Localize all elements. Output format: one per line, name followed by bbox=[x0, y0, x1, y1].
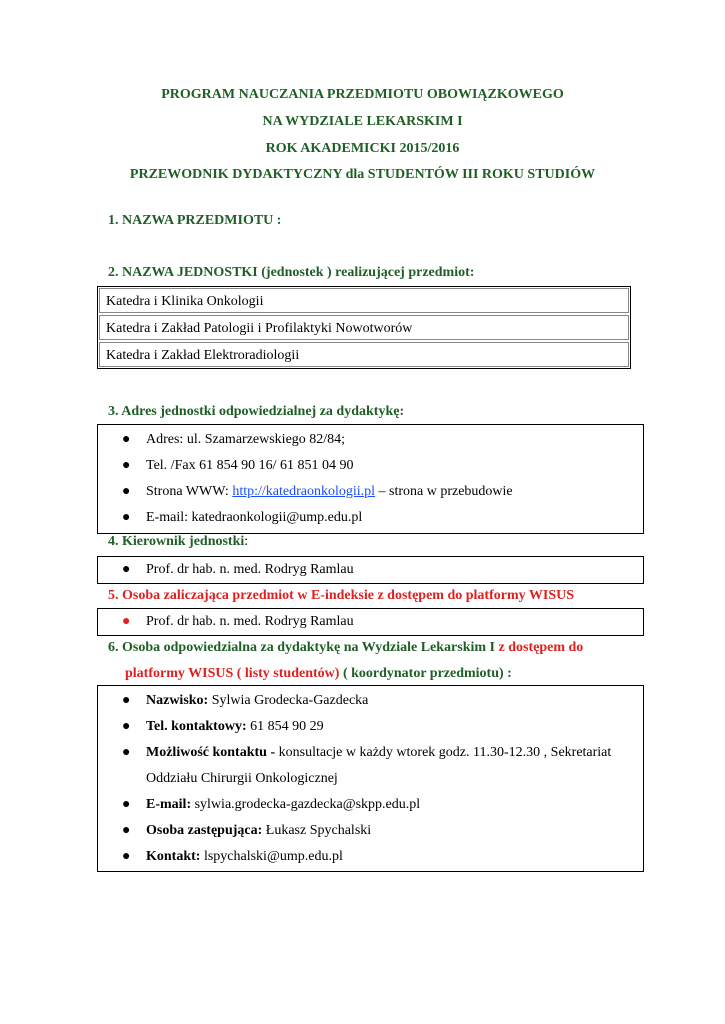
section-6-title-c: platformy WISUS ( listy studentów) bbox=[125, 666, 340, 681]
bullet-icon: ● bbox=[122, 719, 131, 734]
section-4-title: 4. Kierownik jednostki bbox=[108, 534, 245, 549]
section-1-heading: 1. NAZWA PRZEDMIOTU : bbox=[108, 213, 282, 228]
contact-value-cont: Oddziału Chirurgii Onkologicznej bbox=[146, 771, 338, 786]
section-5-heading: 5. Osoba zaliczająca przedmiot w E-indeksie z dostępem do platformy WISUS bbox=[108, 588, 574, 603]
bullet-icon: ● bbox=[122, 510, 131, 525]
unit-row: Katedra i Zakład Patologii i Profilaktyki Nowotworów bbox=[99, 315, 629, 340]
bullet-icon: ● bbox=[122, 797, 131, 812]
bullet-icon: ● bbox=[122, 849, 131, 864]
section-6-title-d: ( koordynator przedmiotu) : bbox=[339, 666, 512, 681]
section-6-title-a: 6. Osoba odpowiedzialna za dydaktykę na Wydziale Lekarskim I bbox=[108, 640, 499, 655]
bullet-icon: ● bbox=[122, 614, 131, 629]
www-note: – strona w przebudowie bbox=[375, 484, 513, 499]
bullet-icon: ● bbox=[122, 562, 131, 577]
unit-row: Katedra i Klinika Onkologii bbox=[99, 288, 629, 313]
grader-box bbox=[97, 608, 644, 636]
surname-value: Sylwia Grodecka-Gazdecka bbox=[208, 693, 369, 708]
surname-label: Nazwisko: bbox=[146, 693, 209, 708]
section-3-heading: 3. Adres jednostki odpowiedzialnej za dydaktykę: bbox=[108, 404, 405, 419]
section-2-heading: 2. NAZWA JEDNOSTKI (jednostek ) realizującej przedmiot: bbox=[108, 265, 475, 280]
deputy-label: Osoba zastępująca: bbox=[146, 823, 263, 838]
bullet-icon: ● bbox=[122, 484, 131, 499]
email-label: E-mail: bbox=[146, 797, 192, 812]
coordinator-box bbox=[97, 685, 644, 872]
phone-value: 61 854 90 29 bbox=[246, 719, 324, 734]
section-4-colon: : bbox=[244, 534, 249, 549]
unit-row: Katedra i Zakład Elektroradiologii bbox=[99, 342, 629, 367]
head-name: Prof. dr hab. n. med. Rodryg Ramlau bbox=[146, 562, 354, 577]
www-label: Strona WWW: bbox=[146, 484, 233, 499]
section-6-heading-cont bbox=[125, 666, 512, 682]
units-table bbox=[97, 286, 631, 369]
bullet-icon: ● bbox=[122, 458, 131, 473]
contact-value: konsultacje w każdy wtorek godz. 11.30-12.30 , Sekretariat bbox=[275, 745, 612, 760]
deputy-contact-value: lspychalski@ump.edu.pl bbox=[200, 849, 343, 864]
grader-name: Prof. dr hab. n. med. Rodryg Ramlau bbox=[146, 614, 354, 629]
address-box bbox=[97, 424, 644, 534]
phone-label: Tel. kontaktowy: bbox=[146, 719, 247, 734]
www-line bbox=[146, 484, 513, 500]
deputy-value: Łukasz Spychalski bbox=[262, 823, 372, 838]
email-value: sylwia.grodecka-gazdecka@skpp.edu.pl bbox=[191, 797, 421, 812]
head-box bbox=[97, 556, 644, 584]
bullet-icon: ● bbox=[122, 823, 131, 838]
doc-title-line-3: ROK AKADEMICKI 2015/2016 bbox=[265, 141, 460, 156]
doc-title-line-4: PRZEWODNIK DYDAKTYCZNY dla STUDENTÓW III ROKU STUDIÓW bbox=[129, 167, 596, 182]
section-4-heading bbox=[108, 534, 248, 550]
bullet-icon: ● bbox=[122, 745, 131, 760]
email-text: E-mail: katedraonkologii@ump.edu.pl bbox=[146, 510, 363, 525]
section-6-title-b: z dostępem do bbox=[498, 640, 584, 655]
bullet-icon: ● bbox=[122, 432, 131, 447]
phone-text: Tel. /Fax 61 854 90 16/ 61 851 04 90 bbox=[146, 458, 354, 473]
bullet-icon: ● bbox=[122, 693, 131, 708]
doc-title-line-2: NA WYDZIALE LEKARSKIM I bbox=[262, 114, 463, 129]
address-text: Adres: ul. Szamarzewskiego 82/84; bbox=[146, 432, 346, 447]
website-link[interactable]: http://katedraonkologii.pl bbox=[232, 484, 376, 499]
doc-title-line-1: PROGRAM NAUCZANIA PRZEDMIOTU OBOWIĄZKOWEGO bbox=[161, 87, 564, 102]
deputy-contact-label: Kontakt: bbox=[146, 849, 201, 864]
contact-label: Możliwość kontaktu - bbox=[146, 745, 276, 760]
section-6-heading bbox=[108, 640, 583, 656]
